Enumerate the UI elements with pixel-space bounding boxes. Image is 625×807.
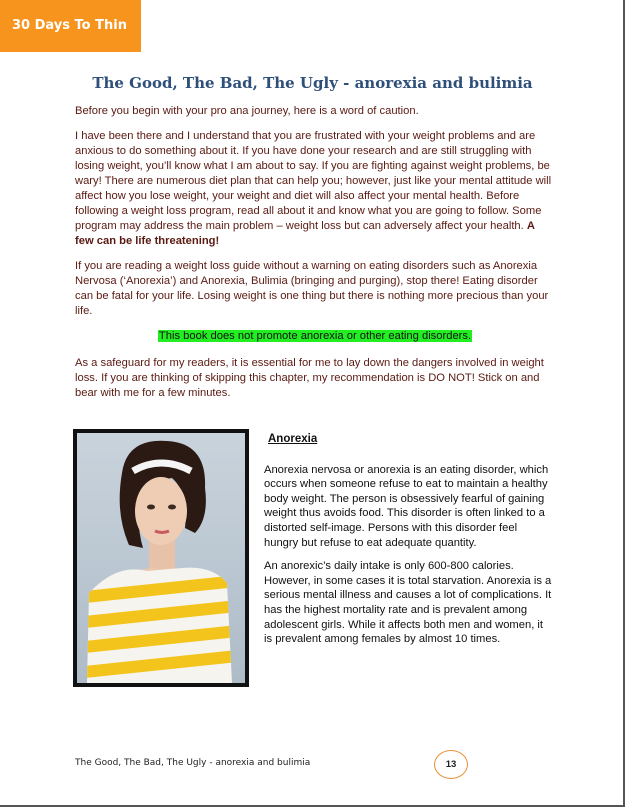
anorexia-paragraph-1: Anorexia nervosa or anorexia is an eating disorder, which occurs when someone refuse to eat to maintain a healthy body weight. The person is obsessively fearful of gaining weight thus avoids food. This disorder is often linked to a distorted self-image. Persons with this disorder feel hungry but refuse to eat adequate quantity. [264, 463, 549, 549]
paragraph-1 [75, 129, 555, 249]
highlight-line [75, 329, 555, 344]
anorexia-section [264, 432, 554, 656]
footer-title: The Good, The Bad, The Ugly - anorexia and bulimia [75, 758, 311, 768]
paragraph-3: As a safeguard for my readers, it is essential for me to lay down the dangers involved in weight loss. If you are thinking of skipping this chapter, my recommendation is DO NOT! Stick on and bear with me for a few minutes. [75, 357, 544, 399]
page-number: 13 [434, 750, 468, 779]
photo-illustration [77, 433, 245, 683]
main-text [75, 104, 555, 411]
paragraph-2: If you are reading a weight loss guide without a warning on eating disorders such as Anorexia Nervosa (‘Anorexia’) and Anorexia, Bulimia (bringing and purging), stop there! Eating disorder can be fatal for your life. Losing weight is one thing but there is nothing more precious than your life. [75, 260, 549, 317]
paragraph-1-text: I have been there and I understand that you are frustrated with your weight problems and are anxious to do something about it. If you have done your research and are still struggling with losing weight, you’ll know what I am about to say. If you are fighting against weight problems, be wary! There are numerous diet plan that can help you; however, just like your mental attitude will affect how you lose weight, your weight and diet will also affect your mental health. Before following a weight loss program, read all about it and know what you are going to follow. Some program may address the main problem – weight loss but can adversely affect your health. [75, 130, 552, 232]
anorexia-heading: Anorexia [268, 433, 318, 445]
woman-photo [73, 429, 249, 687]
intro-paragraph: Before you begin with your pro ana journey, here is a word of caution. [75, 105, 419, 117]
highlight-text: This book does not promote anorexia or other eating disorders. [158, 330, 472, 342]
book-title-tab: 30 Days To Thin [0, 0, 141, 52]
page-title: The Good, The Bad, The Ugly - anorexia and bulimia [92, 74, 533, 92]
anorexia-paragraph-2: An anorexic’s daily intake is only 600-800 calories. However, in some cases it is total starvation. Anorexia is a serious mental illness and causes a lot of complications. It has the highest mortality rate and is prevalent among adolescent girls. While it affects both men and women, it is prevalent among females by almost 10 times. [264, 560, 552, 646]
paragraph-1-bold: A few can be life threatening! [75, 220, 535, 247]
